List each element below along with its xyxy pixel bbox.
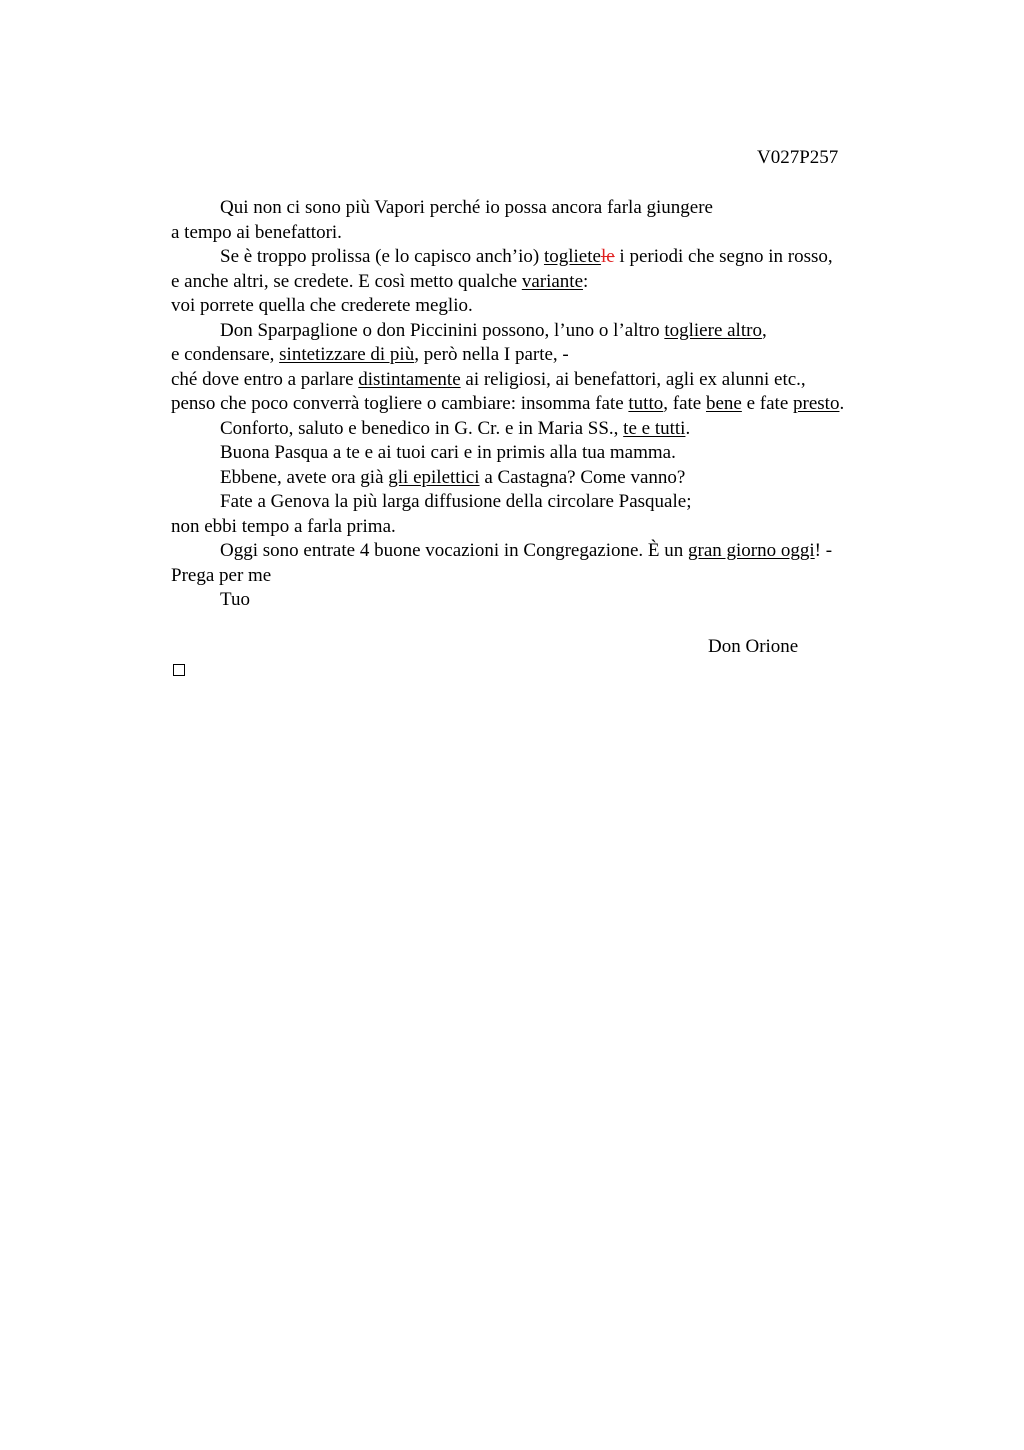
- letter-line: [171, 392, 931, 417]
- underlined-text: distintamente: [358, 368, 461, 390]
- text-segment: Conforto, saluto e benedico in G. Cr. e in Maria SS.,: [220, 417, 624, 439]
- letter-line: Buona Pasqua a te e ai tuoi cari e in primis alla tua mamma.: [220, 442, 676, 463]
- underlined-text: gran giorno oggi: [688, 540, 815, 561]
- text-segment: Don Sparpaglione o don Piccinini possono, l’uno o l’altro: [220, 319, 665, 341]
- letter-line: Tuo: [220, 589, 250, 610]
- underlined-text: variante: [521, 270, 583, 292]
- text-segment: penso che poco converrà togliere o cambiare: insomma fate: [171, 393, 629, 414]
- text-segment: Ebbene, avete ora già: [220, 466, 389, 488]
- letter-line: [171, 343, 931, 368]
- letter-line: [171, 245, 931, 270]
- text-segment: , però nella I parte, -: [414, 344, 569, 365]
- letter-line: Fate a Genova la più larga diffusione della circolare Pasquale;: [220, 491, 692, 512]
- text-segment: ai religiosi, ai benefattori, agli ex alunni etc.,: [460, 368, 806, 390]
- empty-square-icon: [173, 664, 185, 676]
- red-deletion-text: le: [600, 246, 615, 267]
- letter-line: Qui non ci sono più Vapori perché io possa ancora farla giungere: [220, 197, 713, 218]
- underlined-text: togliete: [543, 246, 601, 267]
- page-reference: V027P257: [757, 147, 839, 168]
- letter-line: a tempo ai benefattori.: [171, 221, 342, 243]
- text-segment: e condensare,: [171, 344, 280, 365]
- text-segment: e anche altri, se credete. E così metto qualche: [171, 270, 522, 292]
- text-segment: Oggi sono entrate 4 buone vocazioni in Congregazione. È un: [220, 540, 689, 561]
- underlined-text: te e tutti: [623, 417, 686, 439]
- letter-line: [171, 368, 931, 393]
- text-segment: .: [685, 417, 691, 439]
- text-segment: i periodi che segno in rosso,: [614, 246, 833, 267]
- letter-line: non ebbi tempo a farla prima.: [171, 515, 396, 537]
- letter-line: Prega per me: [171, 564, 272, 586]
- signature: Don Orione: [708, 636, 799, 657]
- text-segment: Se è troppo prolissa (e lo capisco anch’io): [220, 246, 544, 267]
- letter-line: [171, 270, 931, 295]
- text-segment: a Castagna? Come vanno?: [479, 466, 686, 488]
- text-segment: .: [839, 393, 845, 414]
- text-segment: ché dove entro a parlare: [171, 368, 359, 390]
- letter-line: voi porrete quella che crederete meglio.: [171, 295, 473, 316]
- underlined-text: presto: [793, 393, 840, 414]
- letter-line: [171, 319, 931, 344]
- letter-line: [171, 466, 931, 491]
- text-segment: ! -: [814, 540, 833, 561]
- text-segment: e fate: [741, 393, 794, 414]
- underlined-text: sintetizzare di più: [279, 344, 415, 365]
- letter-line: [171, 539, 931, 564]
- underlined-text: togliere altro: [664, 319, 762, 341]
- letter-line: [171, 417, 931, 442]
- letter-body: [171, 196, 931, 613]
- underlined-text: bene: [705, 393, 742, 414]
- underlined-text: tutto: [628, 393, 664, 414]
- text-segment: ,: [761, 319, 767, 341]
- underlined-text: gli epilettici: [388, 466, 480, 488]
- text-segment: , fate: [663, 393, 706, 414]
- text-segment: :: [583, 270, 589, 292]
